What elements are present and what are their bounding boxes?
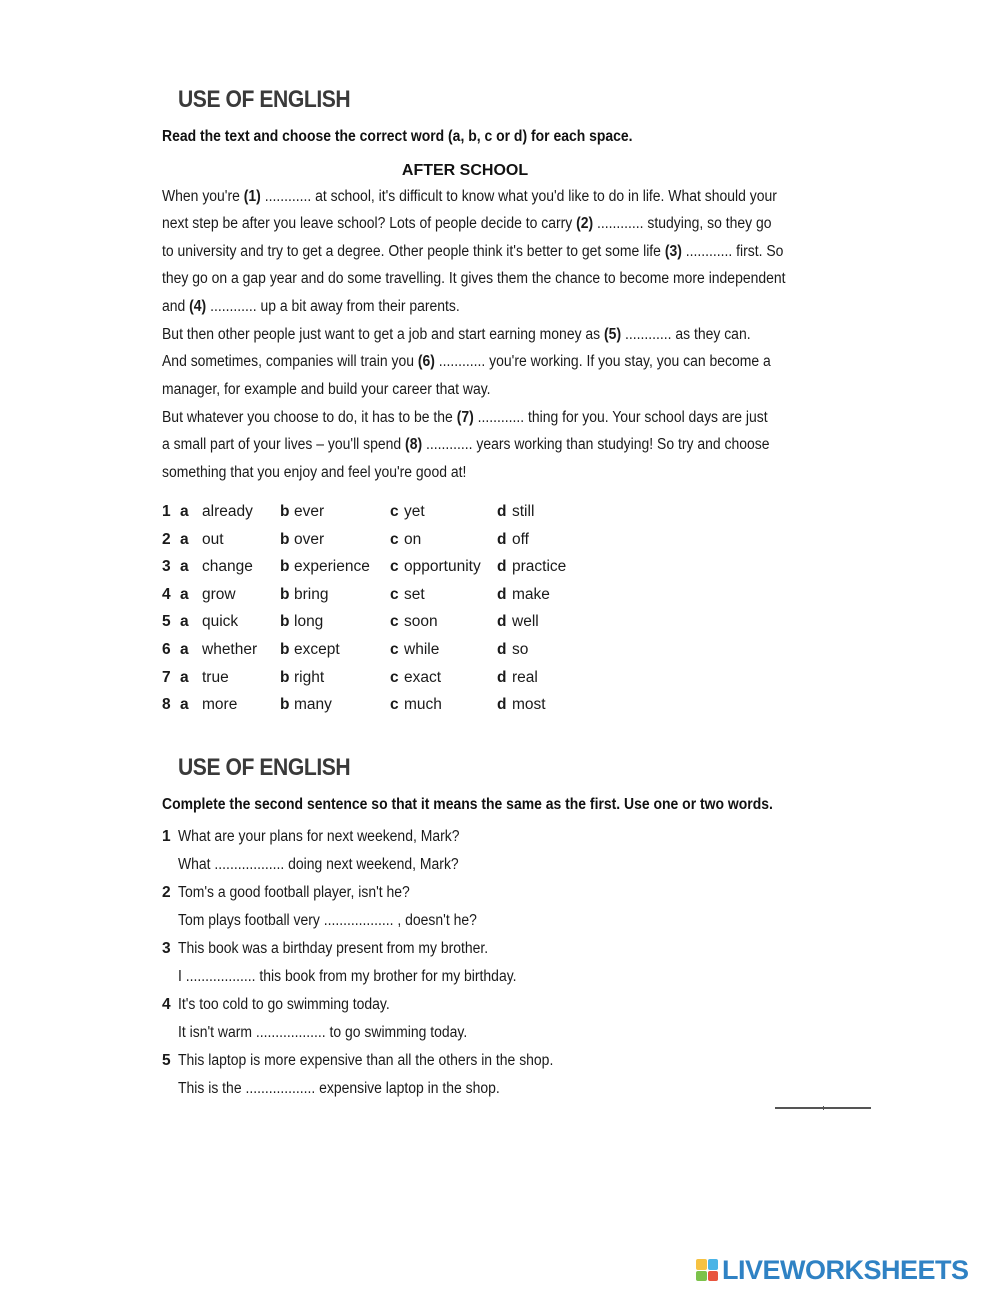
option-letter: a xyxy=(180,668,189,686)
gap-blank-and-text[interactable]: ............ thing for you. Your school days are just xyxy=(473,409,768,426)
option-word[interactable]: off xyxy=(512,530,529,548)
option-number: 5 xyxy=(162,613,171,631)
option-word[interactable]: out xyxy=(202,530,224,548)
option-letter: c xyxy=(390,585,399,603)
text-line: something that you enjoy and feel you're good at! xyxy=(162,464,467,481)
option-word[interactable]: real xyxy=(512,668,538,686)
option-letter: b xyxy=(280,558,290,576)
option-letter: c xyxy=(390,641,399,658)
text-line: a small part of your lives – you'll spend (8) ............ years working than studying! So try and choose xyxy=(162,436,770,453)
option-word[interactable]: ever xyxy=(294,503,325,520)
option-word[interactable]: except xyxy=(294,641,340,658)
option-word[interactable]: more xyxy=(202,696,238,714)
gap-number: (4) xyxy=(189,298,207,315)
liveworksheets-logo xyxy=(696,1255,969,1285)
gap-number: (3) xyxy=(664,243,682,260)
option-letter: a xyxy=(180,696,189,714)
logo-icon xyxy=(696,1259,718,1281)
option-number: 6 xyxy=(162,641,171,658)
exercise-number: 1 xyxy=(162,828,171,845)
gap-blank-and-text[interactable]: ............ as they can. xyxy=(621,326,751,343)
exercise-second-sentence[interactable]: It isn't warm .................. to go swimming today. xyxy=(178,1024,468,1041)
option-row xyxy=(162,558,582,582)
option-number: 7 xyxy=(162,668,171,686)
option-word[interactable]: experience xyxy=(294,558,370,576)
exercise-first-sentence: This book was a birthday present from my brother. xyxy=(178,940,489,957)
option-letter: b xyxy=(280,613,290,631)
gap-number: (5) xyxy=(604,326,622,343)
option-word[interactable]: grow xyxy=(202,585,236,603)
option-word[interactable]: so xyxy=(512,641,529,658)
option-word[interactable]: well xyxy=(512,613,539,631)
option-word[interactable]: whether xyxy=(202,641,258,658)
exercise-first-sentence: What are your plans for next weekend, Mark? xyxy=(178,828,460,845)
gap-number: (8) xyxy=(405,436,423,453)
answer-box-line xyxy=(775,1107,871,1109)
gap-blank-and-text[interactable]: ............ studying, so they go xyxy=(593,215,772,232)
option-word[interactable]: long xyxy=(294,613,324,631)
option-row xyxy=(162,613,582,637)
option-row xyxy=(162,669,582,693)
text-title: AFTER SCHOOL xyxy=(401,162,529,179)
option-word[interactable]: quick xyxy=(202,613,239,631)
logo-text: LIVEWORKSHEETS xyxy=(722,1254,969,1285)
gap-blank-and-text[interactable]: ............ you're working. If you stay, you can become a xyxy=(434,353,771,370)
text-line: next step be after you leave school? Lots of people decide to carry (2) ............ studying, so they go xyxy=(162,215,772,232)
option-row xyxy=(162,531,582,555)
option-word[interactable]: opportunity xyxy=(404,558,481,576)
text-line: When you're (1) ............ at school, it's difficult to know what you'd like to do in life. What should your xyxy=(162,188,777,205)
option-letter: d xyxy=(497,585,507,603)
option-word[interactable]: many xyxy=(294,696,332,714)
option-word[interactable]: much xyxy=(404,696,442,714)
option-word[interactable]: already xyxy=(202,503,253,520)
gap-number: (2) xyxy=(576,215,594,232)
option-word[interactable]: change xyxy=(202,558,253,576)
exercise-first-sentence: This laptop is more expensive than all the others in the shop. xyxy=(178,1052,554,1069)
gap-blank-and-text[interactable]: ............ first. So xyxy=(681,243,784,260)
option-number: 1 xyxy=(162,503,171,520)
option-letter: a xyxy=(180,641,189,658)
exercise-second-sentence[interactable]: What .................. doing next weekend, Mark? xyxy=(178,856,459,873)
gap-number: (7) xyxy=(456,409,474,426)
exercise-second-sentence[interactable]: I .................. this book from my brother for my birthday. xyxy=(178,968,517,985)
option-letter: b xyxy=(280,696,290,714)
option-word[interactable]: still xyxy=(512,503,535,520)
option-letter: d xyxy=(497,641,507,658)
text-line: and (4) ............ up a bit away from their parents. xyxy=(162,298,460,315)
option-row xyxy=(162,586,582,610)
option-letter: c xyxy=(390,613,399,631)
gap-blank-and-text[interactable]: ............ years working than studying! So try and choose xyxy=(422,436,770,453)
option-letter: d xyxy=(497,558,507,576)
option-letter: d xyxy=(497,668,507,686)
exercise-number: 5 xyxy=(162,1052,171,1069)
option-letter: a xyxy=(180,585,189,603)
exercise-first-sentence: Tom's a good football player, isn't he? xyxy=(178,884,410,901)
text-line: manager, for example and build your career that way. xyxy=(162,381,491,398)
option-letter: b xyxy=(280,503,290,520)
option-row xyxy=(162,696,582,720)
option-letter: d xyxy=(497,530,507,548)
option-letter: d xyxy=(497,503,507,520)
option-letter: c xyxy=(390,668,399,686)
option-word[interactable]: soon xyxy=(404,613,438,631)
option-letter: b xyxy=(280,530,290,548)
gap-blank-and-text[interactable]: ............ at school, it's difficult to know what you'd like to do in life. What should your xyxy=(260,188,777,205)
option-word[interactable]: while xyxy=(404,641,440,658)
option-row xyxy=(162,503,582,527)
option-letter: b xyxy=(280,585,290,603)
option-word[interactable]: exact xyxy=(404,668,442,686)
exercise-second-sentence[interactable]: Tom plays football very .................. , doesn't he? xyxy=(178,912,477,929)
option-letter: a xyxy=(180,503,189,520)
option-word[interactable]: on xyxy=(404,530,422,548)
option-word[interactable]: practice xyxy=(512,558,567,576)
gap-number: (1) xyxy=(243,188,261,205)
option-word[interactable]: right xyxy=(294,668,325,686)
text-line: And sometimes, companies will train you (6) ............ you're working. If you stay, you can become a xyxy=(162,353,771,370)
option-letter: b xyxy=(280,641,290,658)
option-letter: a xyxy=(180,613,189,631)
exercise-number: 3 xyxy=(162,940,171,957)
exercise-first-sentence: It's too cold to go swimming today. xyxy=(178,996,390,1013)
section2-instruction: Complete the second sentence so that it means the same as the first. Use one or two words. xyxy=(162,796,773,813)
option-letter: a xyxy=(180,530,189,548)
option-letter: c xyxy=(390,530,399,548)
section1-instruction: Read the text and choose the correct word (a, b, c or d) for each space. xyxy=(162,128,633,145)
text-line: to university and try to get a degree. Other people think it's better to get some life (3) ............ first. So xyxy=(162,243,784,260)
section2-title: USE OF ENGLISH xyxy=(178,754,351,781)
option-number: 8 xyxy=(162,696,171,714)
text-line: But whatever you choose to do, it has to be the (7) ............ thing for you. Your school days are just xyxy=(162,409,768,426)
option-number: 4 xyxy=(162,585,171,603)
option-row xyxy=(162,641,582,665)
exercise-number: 4 xyxy=(162,996,171,1013)
text-line: they go on a gap year and do some travelling. It gives them the chance to become more independent xyxy=(162,270,786,287)
exercise-second-sentence[interactable]: This is the .................. expensive laptop in the shop. xyxy=(178,1080,500,1097)
option-letter: d xyxy=(497,613,507,631)
option-word[interactable]: over xyxy=(294,530,325,548)
option-word[interactable]: most xyxy=(512,696,546,714)
option-word[interactable]: bring xyxy=(294,585,329,603)
option-word[interactable]: true xyxy=(202,668,229,686)
text-line: But then other people just want to get a job and start earning money as (5) ............ as they can. xyxy=(162,326,751,343)
option-number: 2 xyxy=(162,530,171,548)
gap-blank-and-text[interactable]: ............ up a bit away from their parents. xyxy=(206,298,460,315)
option-letter: d xyxy=(497,696,507,714)
option-letter: c xyxy=(390,696,399,714)
option-letter: c xyxy=(390,558,399,576)
option-letter: b xyxy=(280,668,290,686)
section1-title: USE OF ENGLISH xyxy=(178,86,351,113)
option-word[interactable]: yet xyxy=(404,503,425,520)
option-letter: a xyxy=(180,558,189,576)
option-letter: c xyxy=(390,503,399,520)
option-word[interactable]: make xyxy=(512,585,550,603)
gap-number: (6) xyxy=(417,353,435,370)
option-number: 3 xyxy=(162,558,171,576)
exercise-number: 2 xyxy=(162,884,171,901)
option-word[interactable]: set xyxy=(404,585,425,603)
